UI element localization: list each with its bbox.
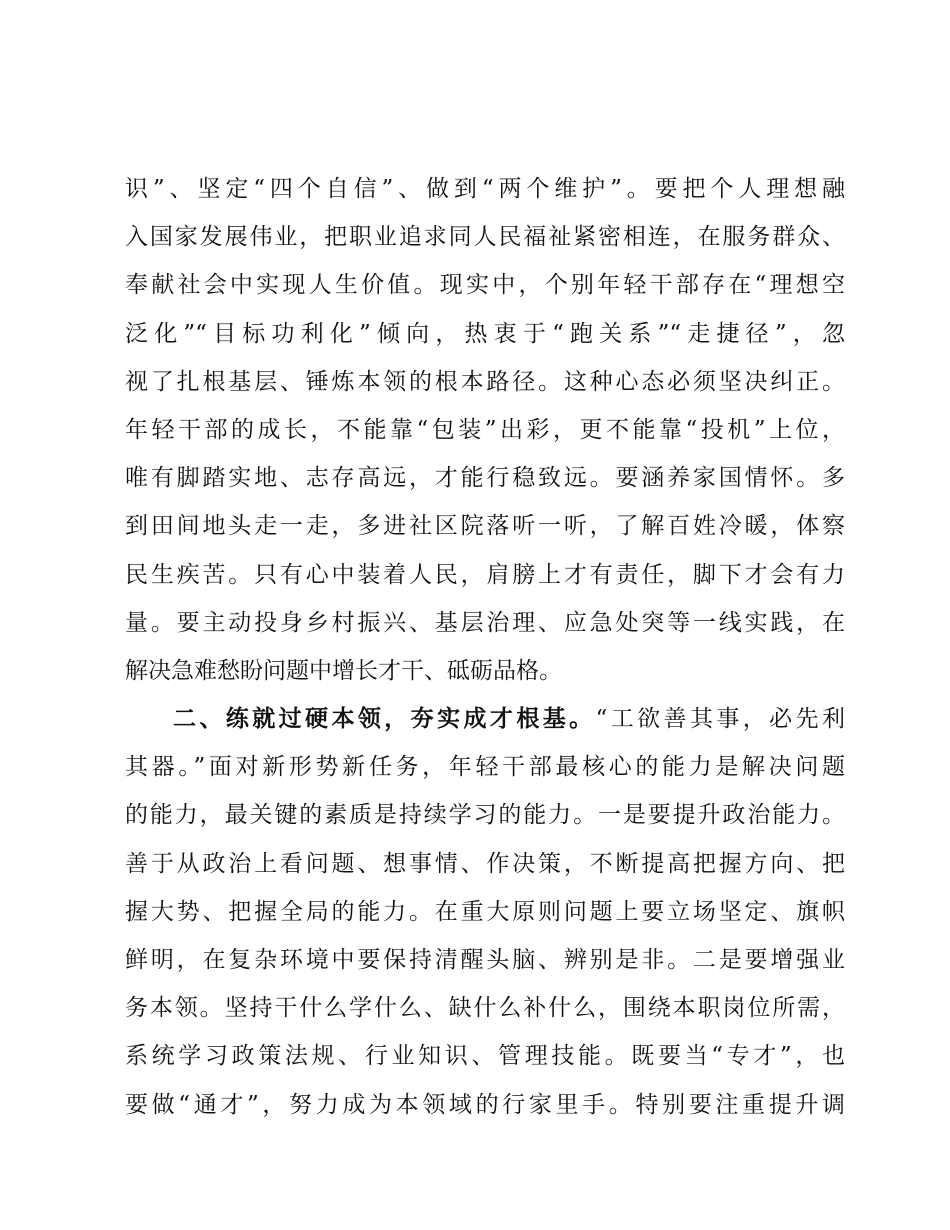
text-line: 入国家发展伟业，把职业追求同人民福祉紧密相连，在服务群众、 (125, 224, 845, 251)
text-line: 握大势、把握全局的能力。在重大原则问题上要立场坚定、旗帜 (125, 898, 845, 925)
text-line: 民生疾苦。只有心中装着人民，肩膀上才有责任，脚下才会有力 (125, 561, 845, 588)
text-line: 的能力，最关键的素质是持续学习的能力。一是要提升政治能力。 (125, 802, 845, 829)
text-line: 年轻干部的成长，不能靠“包装”出彩，更不能靠“投机”上位， (125, 416, 845, 443)
text-line: 识”、坚定“四个自信”、做到“两个维护”。要把个人理想融 (125, 176, 845, 202)
text-line: 视了扎根基层、锤炼本领的根本路径。这种心态必须坚决纠正。 (125, 368, 845, 395)
text-line: 量。要主动投身乡村振兴、基层治理、应急处突等一线实践，在 (125, 609, 845, 636)
body-text (125, 165, 845, 1129)
text-line: 奉献社会中实现人生价值。现实中，个别年轻干部存在“理想空 (125, 272, 845, 299)
text-line: 要做“通才”，努力成为本领域的行家里手。特别要注重提升调 (125, 1091, 845, 1118)
text-line: 唯有脚踏实地、志存高远，才能行稳致远。要涵养家国情怀。多 (125, 465, 845, 492)
text-line: 务本领。坚持干什么学什么、缺什么补什么，围绕本职岗位所需， (125, 995, 845, 1022)
text-line: 其器。”面对新形势新任务，年轻干部最核心的能力是解决问题 (125, 754, 845, 781)
section-heading-line (125, 695, 845, 743)
text-line: 善于从政治上看问题、想事情、作决策，不断提高把握方向、把 (125, 850, 845, 877)
text-line: 到田间地头走一走，多进社区院落听一听，了解百姓冷暖，体察 (125, 513, 845, 540)
text-line: 鲜明，在复杂环境中要保持清醒头脑、辨别是非。二是要增强业 (125, 947, 845, 973)
text-line: 泛化”“目标功利化”倾向，热衷于“跑关系”“走捷径”，忽 (125, 320, 845, 347)
text-line: 解决急难愁盼问题中增长才干、砥砺品格。 (125, 657, 562, 684)
section-heading: 二、练就过硬本领，夯实成才根基。 (173, 706, 596, 733)
text-line: 系统学习政策法规、行业知识、管理技能。既要当“专才”，也 (125, 1043, 845, 1070)
text-span: “工欲善其事，必先利 (595, 706, 846, 733)
